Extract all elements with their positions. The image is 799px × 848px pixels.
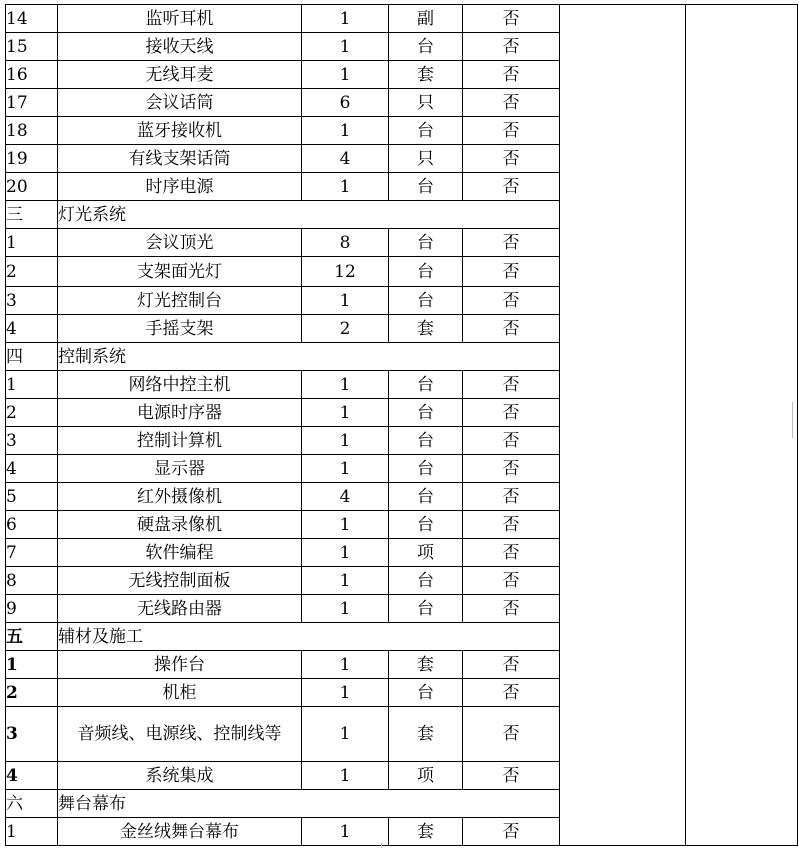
item-number: 18 bbox=[6, 117, 58, 145]
item-flag: 否 bbox=[463, 229, 560, 257]
item-quantity: 8 bbox=[302, 229, 389, 257]
item-flag: 否 bbox=[463, 762, 560, 790]
section-title: 舞台幕布 bbox=[58, 790, 560, 818]
blank-column-b bbox=[686, 5, 798, 846]
item-quantity: 1 bbox=[302, 567, 389, 595]
item-name: 系统集成 bbox=[58, 762, 302, 790]
item-flag: 否 bbox=[463, 651, 560, 679]
item-flag: 否 bbox=[463, 287, 560, 315]
item-quantity: 1 bbox=[302, 595, 389, 623]
item-unit: 台 bbox=[389, 511, 463, 539]
item-quantity: 1 bbox=[302, 762, 389, 790]
item-name: 接收天线 bbox=[58, 33, 302, 61]
item-number: 15 bbox=[6, 33, 58, 61]
item-number: 4 bbox=[6, 455, 58, 483]
item-name: 监听耳机 bbox=[58, 5, 302, 33]
item-name: 无线耳麦 bbox=[58, 61, 302, 89]
item-unit: 套 bbox=[389, 651, 463, 679]
item-unit: 台 bbox=[389, 595, 463, 623]
item-flag: 否 bbox=[463, 427, 560, 455]
item-name: 蓝牙接收机 bbox=[58, 117, 302, 145]
item-name: 会议话筒 bbox=[58, 89, 302, 117]
item-unit: 台 bbox=[389, 399, 463, 427]
item-number: 1 bbox=[6, 818, 58, 846]
blank-column-a bbox=[560, 5, 686, 846]
item-unit: 套 bbox=[389, 61, 463, 89]
item-name: 时序电源 bbox=[58, 173, 302, 201]
item-flag: 否 bbox=[463, 483, 560, 511]
item-unit: 副 bbox=[389, 5, 463, 33]
item-name: 软件编程 bbox=[58, 539, 302, 567]
item-quantity: 1 bbox=[302, 5, 389, 33]
item-flag: 否 bbox=[463, 89, 560, 117]
item-number: 4 bbox=[6, 762, 58, 790]
item-number: 17 bbox=[6, 89, 58, 117]
item-number: 8 bbox=[6, 567, 58, 595]
item-flag: 否 bbox=[463, 145, 560, 173]
item-flag: 否 bbox=[463, 117, 560, 145]
item-quantity: 1 bbox=[302, 511, 389, 539]
item-number: 19 bbox=[6, 145, 58, 173]
item-quantity: 1 bbox=[302, 818, 389, 846]
item-unit: 台 bbox=[389, 567, 463, 595]
item-quantity: 1 bbox=[302, 399, 389, 427]
item-number: 1 bbox=[6, 651, 58, 679]
item-flag: 否 bbox=[463, 539, 560, 567]
item-name: 有线支架话筒 bbox=[58, 145, 302, 173]
item-number: 1 bbox=[6, 371, 58, 399]
item-unit: 项 bbox=[389, 539, 463, 567]
item-number: 6 bbox=[6, 511, 58, 539]
item-quantity: 1 bbox=[302, 707, 389, 762]
item-name: 支架面光灯 bbox=[58, 257, 302, 287]
item-name: 无线控制面板 bbox=[58, 567, 302, 595]
item-name: 硬盘录像机 bbox=[58, 511, 302, 539]
section-title: 控制系统 bbox=[58, 343, 560, 371]
section-number: 六 bbox=[6, 790, 58, 818]
item-flag: 否 bbox=[463, 511, 560, 539]
section-number: 四 bbox=[6, 343, 58, 371]
item-flag: 否 bbox=[463, 567, 560, 595]
item-quantity: 1 bbox=[302, 173, 389, 201]
item-number: 5 bbox=[6, 483, 58, 511]
item-name: 电源时序器 bbox=[58, 399, 302, 427]
item-name: 操作台 bbox=[58, 651, 302, 679]
item-number: 2 bbox=[6, 679, 58, 707]
item-unit: 只 bbox=[389, 145, 463, 173]
item-flag: 否 bbox=[463, 315, 560, 343]
item-unit: 台 bbox=[389, 173, 463, 201]
item-quantity: 1 bbox=[302, 539, 389, 567]
page-edge-mark bbox=[381, 842, 382, 848]
item-quantity: 1 bbox=[302, 371, 389, 399]
section-number: 三 bbox=[6, 201, 58, 229]
item-flag: 否 bbox=[463, 61, 560, 89]
item-flag: 否 bbox=[463, 818, 560, 846]
item-flag: 否 bbox=[463, 399, 560, 427]
item-flag: 否 bbox=[463, 173, 560, 201]
item-unit: 台 bbox=[389, 483, 463, 511]
item-number: 2 bbox=[6, 399, 58, 427]
item-name: 控制计算机 bbox=[58, 427, 302, 455]
item-flag: 否 bbox=[463, 257, 560, 287]
item-number: 3 bbox=[6, 287, 58, 315]
item-number: 1 bbox=[6, 229, 58, 257]
item-name: 无线路由器 bbox=[58, 595, 302, 623]
item-quantity: 4 bbox=[302, 483, 389, 511]
item-flag: 否 bbox=[463, 33, 560, 61]
item-unit: 台 bbox=[389, 257, 463, 287]
item-name: 手摇支架 bbox=[58, 315, 302, 343]
item-unit: 项 bbox=[389, 762, 463, 790]
item-quantity: 6 bbox=[302, 89, 389, 117]
item-unit: 台 bbox=[389, 33, 463, 61]
item-unit: 台 bbox=[389, 117, 463, 145]
item-quantity: 4 bbox=[302, 145, 389, 173]
item-number: 4 bbox=[6, 315, 58, 343]
item-name: 金丝绒舞台幕布 bbox=[58, 818, 302, 846]
item-quantity: 12 bbox=[302, 257, 389, 287]
item-unit: 套 bbox=[389, 818, 463, 846]
item-number: 7 bbox=[6, 539, 58, 567]
item-quantity: 1 bbox=[302, 287, 389, 315]
item-unit: 台 bbox=[389, 229, 463, 257]
item-flag: 否 bbox=[463, 595, 560, 623]
item-name: 会议顶光 bbox=[58, 229, 302, 257]
item-unit: 台 bbox=[389, 371, 463, 399]
item-unit: 套 bbox=[389, 315, 463, 343]
item-number: 2 bbox=[6, 257, 58, 287]
page-edge-mark bbox=[792, 402, 793, 438]
item-name: 网络中控主机 bbox=[58, 371, 302, 399]
item-number: 9 bbox=[6, 595, 58, 623]
item-quantity: 1 bbox=[302, 427, 389, 455]
item-number: 16 bbox=[6, 61, 58, 89]
item-number: 3 bbox=[6, 427, 58, 455]
item-flag: 否 bbox=[463, 679, 560, 707]
section-number: 五 bbox=[6, 623, 58, 651]
item-unit: 台 bbox=[389, 455, 463, 483]
item-quantity: 1 bbox=[302, 651, 389, 679]
item-name: 显示器 bbox=[58, 455, 302, 483]
item-name: 机柜 bbox=[58, 679, 302, 707]
item-unit: 台 bbox=[389, 287, 463, 315]
item-name: 音频线、电源线、控制线等 bbox=[58, 707, 302, 762]
item-quantity: 1 bbox=[302, 455, 389, 483]
item-quantity: 1 bbox=[302, 61, 389, 89]
item-name: 红外摄像机 bbox=[58, 483, 302, 511]
item-unit: 只 bbox=[389, 89, 463, 117]
item-quantity: 1 bbox=[302, 117, 389, 145]
section-title: 辅材及施工 bbox=[58, 623, 560, 651]
item-flag: 否 bbox=[463, 5, 560, 33]
section-title: 灯光系统 bbox=[58, 201, 560, 229]
item-quantity: 1 bbox=[302, 33, 389, 61]
item-number: 3 bbox=[6, 707, 58, 762]
table-row bbox=[6, 5, 798, 33]
item-unit: 台 bbox=[389, 427, 463, 455]
item-flag: 否 bbox=[463, 707, 560, 762]
item-name: 灯光控制台 bbox=[58, 287, 302, 315]
item-flag: 否 bbox=[463, 371, 560, 399]
item-number: 14 bbox=[6, 5, 58, 33]
item-quantity: 1 bbox=[302, 679, 389, 707]
item-number: 20 bbox=[6, 173, 58, 201]
item-unit: 台 bbox=[389, 679, 463, 707]
item-quantity: 2 bbox=[302, 315, 389, 343]
item-flag: 否 bbox=[463, 455, 560, 483]
item-unit: 套 bbox=[389, 707, 463, 762]
equipment-table bbox=[5, 4, 798, 846]
